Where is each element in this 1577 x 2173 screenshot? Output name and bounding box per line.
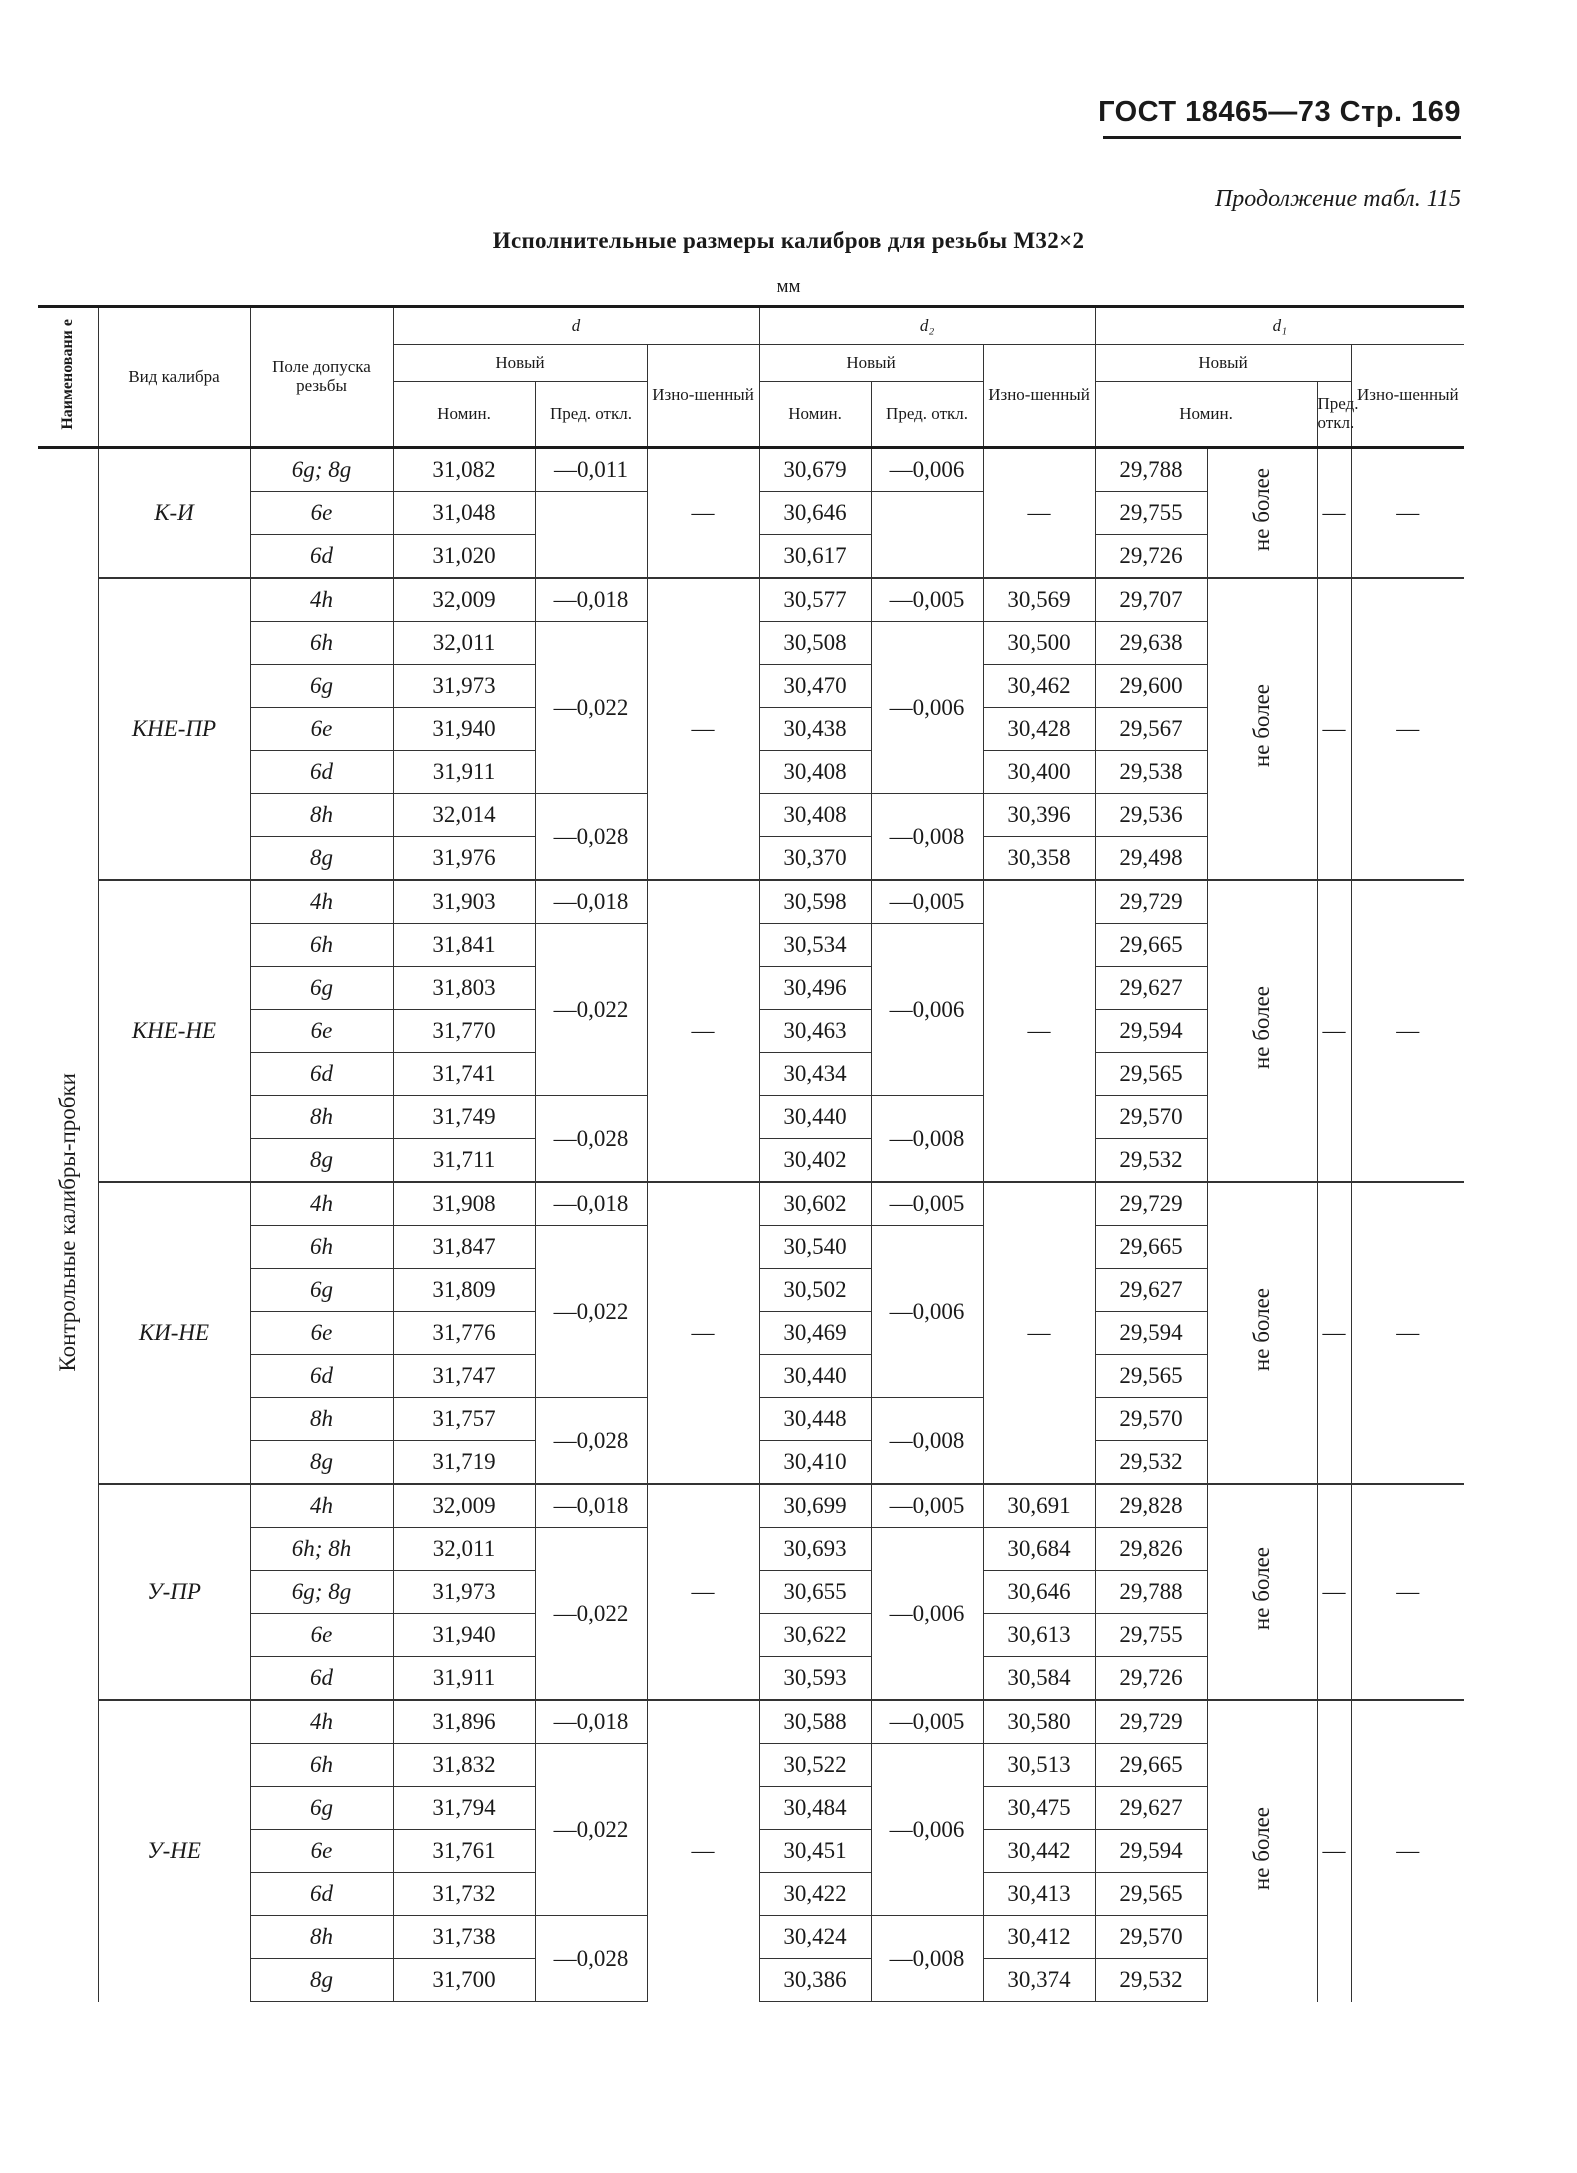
tolerance-field-cell: 4h: [250, 1484, 393, 1528]
d1-nominal-cell: 29,565: [1095, 1873, 1207, 1916]
header-name-text: Наименовани е: [58, 319, 76, 430]
table-row: [38, 1182, 1464, 1226]
d2-nominal-cell: 30,434: [759, 1053, 871, 1096]
table-row: [38, 448, 1464, 492]
d2-nominal-cell: 30,496: [759, 967, 871, 1010]
d2-worn-cell: 30,646: [983, 1571, 1095, 1614]
d-nominal-cell: 31,732: [393, 1873, 535, 1916]
d1-nominal-cell: 29,788: [1095, 1571, 1207, 1614]
tolerance-field-cell: 6h: [250, 1744, 393, 1787]
header-tolerance: Поле допуска резьбы: [250, 307, 393, 448]
d-deviation-cell: —0,022: [535, 1226, 647, 1398]
d-nominal-cell: 31,757: [393, 1398, 535, 1441]
d-deviation-cell: —0,018: [535, 1700, 647, 1744]
d2-nominal-cell: 30,370: [759, 837, 871, 881]
tolerance-field-cell: 6d: [250, 1355, 393, 1398]
d1-nominal-cell: 29,638: [1095, 622, 1207, 665]
d1-deviation-cell: —: [1317, 880, 1351, 1182]
d1-nominal-cell: 29,567: [1095, 708, 1207, 751]
d-deviation-cell: [535, 492, 647, 579]
d2-deviation-cell: —0,005: [871, 1182, 983, 1226]
d2-deviation-cell: —0,006: [871, 1744, 983, 1916]
d-nominal-cell: 31,903: [393, 880, 535, 924]
d-worn-cell: —: [647, 448, 759, 579]
gauge-type-cell: КНЕ-ПР: [98, 578, 250, 880]
d2-nominal-cell: 30,577: [759, 578, 871, 622]
table-body: [38, 448, 1464, 2002]
header-rule: [1103, 136, 1461, 139]
d-nominal-cell: 32,009: [393, 1484, 535, 1528]
d2-worn-cell: 30,358: [983, 837, 1095, 881]
d-worn-cell: —: [647, 578, 759, 880]
d2-nominal-cell: 30,402: [759, 1139, 871, 1183]
d2-worn-cell: 30,442: [983, 1830, 1095, 1873]
d1-nominal-cell: 29,627: [1095, 967, 1207, 1010]
d2-nominal-cell: 30,408: [759, 751, 871, 794]
not-more-text: не более: [1249, 1288, 1275, 1372]
d2-worn-cell: 30,580: [983, 1700, 1095, 1744]
d2-nominal-cell: 30,522: [759, 1744, 871, 1787]
d2-nominal-cell: 30,699: [759, 1484, 871, 1528]
d2-nominal-cell: 30,598: [759, 880, 871, 924]
d2-worn-cell: 30,513: [983, 1744, 1095, 1787]
d2-nominal-cell: 30,463: [759, 1010, 871, 1053]
tolerance-field-cell: 8h: [250, 1916, 393, 1959]
d-deviation-cell: —0,018: [535, 880, 647, 924]
d2-worn-cell: 30,374: [983, 1959, 1095, 2002]
d1-nominal-cell: 29,600: [1095, 665, 1207, 708]
d2-deviation-cell: —0,006: [871, 924, 983, 1096]
tolerance-field-cell: 6g; 8g: [250, 1571, 393, 1614]
d1-nominal-cell: 29,532: [1095, 1441, 1207, 1485]
d-nominal-cell: 31,761: [393, 1830, 535, 1873]
header-d-deviation: Пред. откл.: [535, 382, 647, 448]
d2-worn-cell: —: [983, 448, 1095, 579]
tolerance-field-cell: 6d: [250, 1053, 393, 1096]
d1-nominal-cell: 29,570: [1095, 1398, 1207, 1441]
d-deviation-cell: —0,028: [535, 794, 647, 881]
tolerance-field-cell: 8g: [250, 1959, 393, 2002]
not-more-text: не более: [1249, 1547, 1275, 1631]
header-d2-nominal: Номин.: [759, 382, 871, 448]
header-d1-worn: Изно-шенный: [1351, 345, 1464, 448]
d-nominal-cell: 31,770: [393, 1010, 535, 1053]
d2-nominal-cell: 30,448: [759, 1398, 871, 1441]
gauge-type-cell: У-ПР: [98, 1484, 250, 1700]
d1-worn-cell: —: [1351, 1484, 1464, 1700]
d2-worn-cell: 30,613: [983, 1614, 1095, 1657]
d-nominal-cell: 31,896: [393, 1700, 535, 1744]
header-gauge-type: Вид калибра: [98, 307, 250, 448]
d2-nominal-cell: 30,508: [759, 622, 871, 665]
d1-nominal-cell: 29,594: [1095, 1312, 1207, 1355]
tolerance-field-cell: 6e: [250, 1614, 393, 1657]
d-nominal-cell: 31,908: [393, 1182, 535, 1226]
tolerance-field-cell: 6e: [250, 708, 393, 751]
d-deviation-cell: —0,011: [535, 448, 647, 492]
d2-worn-cell: 30,413: [983, 1873, 1095, 1916]
d-nominal-cell: 31,976: [393, 837, 535, 881]
tolerance-field-cell: 6e: [250, 492, 393, 535]
d-nominal-cell: 31,738: [393, 1916, 535, 1959]
d1-nominal-cell: 29,729: [1095, 1182, 1207, 1226]
d-nominal-cell: 31,794: [393, 1787, 535, 1830]
not-more-cell: [1207, 578, 1317, 880]
d1-nominal-cell: 29,627: [1095, 1787, 1207, 1830]
d-nominal-cell: 31,911: [393, 751, 535, 794]
d-deviation-cell: —0,028: [535, 1096, 647, 1183]
d-nominal-cell: 31,911: [393, 1657, 535, 1701]
not-more-cell: [1207, 880, 1317, 1182]
d-deviation-cell: —0,018: [535, 1484, 647, 1528]
d1-nominal-cell: 29,707: [1095, 578, 1207, 622]
tolerance-field-cell: 6d: [250, 751, 393, 794]
d2-worn-cell: 30,428: [983, 708, 1095, 751]
header-name: [38, 307, 98, 448]
d2-deviation-cell: —0,006: [871, 622, 983, 794]
header-d1-nominal: Номин.: [1095, 382, 1317, 448]
d2-nominal-cell: 30,588: [759, 1700, 871, 1744]
d2-worn-cell: 30,691: [983, 1484, 1095, 1528]
d-nominal-cell: 32,011: [393, 622, 535, 665]
d-worn-cell: —: [647, 1182, 759, 1484]
d-nominal-cell: 31,940: [393, 1614, 535, 1657]
d2-nominal-cell: 30,679: [759, 448, 871, 492]
d1-nominal-cell: 29,755: [1095, 492, 1207, 535]
d2-worn-cell: 30,684: [983, 1528, 1095, 1571]
tolerance-field-cell: 6h: [250, 1226, 393, 1269]
d-nominal-cell: 32,011: [393, 1528, 535, 1571]
gauge-type-cell: КНЕ-НЕ: [98, 880, 250, 1182]
d-nominal-cell: 31,747: [393, 1355, 535, 1398]
d1-nominal-cell: 29,565: [1095, 1355, 1207, 1398]
d2-worn-cell: 30,400: [983, 751, 1095, 794]
header-d1: d₁: [1095, 307, 1464, 345]
not-more-cell: [1207, 1182, 1317, 1484]
tolerance-field-cell: 6e: [250, 1312, 393, 1355]
d2-deviation-cell: —0,006: [871, 1226, 983, 1398]
not-more-cell: [1207, 1700, 1317, 2002]
d2-worn-cell: 30,462: [983, 665, 1095, 708]
tolerance-field-cell: 6d: [250, 1873, 393, 1916]
d-nominal-cell: 31,711: [393, 1139, 535, 1183]
d2-worn-cell: 30,584: [983, 1657, 1095, 1701]
d2-worn-cell: —: [983, 880, 1095, 1182]
tolerance-field-cell: 4h: [250, 578, 393, 622]
tolerance-field-cell: 6h: [250, 924, 393, 967]
d-nominal-cell: 31,973: [393, 1571, 535, 1614]
d-deviation-cell: —0,018: [535, 578, 647, 622]
d-nominal-cell: 31,082: [393, 448, 535, 492]
d1-worn-cell: —: [1351, 1182, 1464, 1484]
side-label: [38, 448, 98, 2002]
d-nominal-cell: 31,832: [393, 1744, 535, 1787]
not-more-cell: [1207, 448, 1317, 579]
d2-deviation-cell: —0,005: [871, 578, 983, 622]
d1-nominal-cell: 29,665: [1095, 1744, 1207, 1787]
d2-nominal-cell: 30,440: [759, 1355, 871, 1398]
d1-nominal-cell: 29,627: [1095, 1269, 1207, 1312]
d-nominal-cell: 31,776: [393, 1312, 535, 1355]
d1-worn-cell: —: [1351, 1700, 1464, 2002]
d1-nominal-cell: 29,570: [1095, 1096, 1207, 1139]
d2-nominal-cell: 30,408: [759, 794, 871, 837]
d-nominal-cell: 31,841: [393, 924, 535, 967]
tolerance-field-cell: 6e: [250, 1830, 393, 1873]
d2-worn-cell: 30,500: [983, 622, 1095, 665]
d-nominal-cell: 31,940: [393, 708, 535, 751]
d2-nominal-cell: 30,451: [759, 1830, 871, 1873]
d2-nominal-cell: 30,602: [759, 1182, 871, 1226]
d2-deviation-cell: —0,005: [871, 1484, 983, 1528]
tolerance-field-cell: 6g: [250, 665, 393, 708]
d-nominal-cell: 32,009: [393, 578, 535, 622]
d1-nominal-cell: 29,729: [1095, 1700, 1207, 1744]
d1-deviation-cell: —: [1317, 1182, 1351, 1484]
d2-nominal-cell: 30,422: [759, 1873, 871, 1916]
tolerance-field-cell: 8h: [250, 1096, 393, 1139]
d2-deviation-cell: —0,005: [871, 1700, 983, 1744]
table-row: [38, 578, 1464, 622]
d2-nominal-cell: 30,502: [759, 1269, 871, 1312]
tolerance-field-cell: 6g: [250, 1787, 393, 1830]
d1-nominal-cell: 29,536: [1095, 794, 1207, 837]
d2-nominal-cell: 30,484: [759, 1787, 871, 1830]
d1-deviation-cell: —: [1317, 1700, 1351, 2002]
d1-worn-cell: —: [1351, 448, 1464, 579]
not-more-text: не более: [1249, 986, 1275, 1070]
d1-deviation-cell: —: [1317, 578, 1351, 880]
d2-nominal-cell: 30,424: [759, 1916, 871, 1959]
tolerance-field-cell: 4h: [250, 1700, 393, 1744]
d2-deviation-cell: —0,008: [871, 1398, 983, 1485]
d1-worn-cell: —: [1351, 880, 1464, 1182]
d-nominal-cell: 31,809: [393, 1269, 535, 1312]
header-d-worn: Изно-шенный: [647, 345, 759, 448]
d2-nominal-cell: 30,540: [759, 1226, 871, 1269]
header-d: d: [393, 307, 759, 345]
tolerance-field-cell: 8h: [250, 1398, 393, 1441]
d2-worn-cell: 30,396: [983, 794, 1095, 837]
header-d2: d₂: [759, 307, 1095, 345]
gauge-type-cell: КИ-НЕ: [98, 1182, 250, 1484]
d1-deviation-cell: —: [1317, 448, 1351, 579]
d1-nominal-cell: 29,498: [1095, 837, 1207, 881]
d2-deviation-cell: —0,008: [871, 794, 983, 881]
d1-nominal-cell: 29,726: [1095, 535, 1207, 579]
d-deviation-cell: —0,022: [535, 622, 647, 794]
d2-worn-cell: 30,569: [983, 578, 1095, 622]
d-deviation-cell: —0,022: [535, 924, 647, 1096]
tolerance-field-cell: 8g: [250, 837, 393, 881]
tolerance-field-cell: 6h: [250, 622, 393, 665]
d2-nominal-cell: 30,693: [759, 1528, 871, 1571]
tolerance-field-cell: 8g: [250, 1139, 393, 1183]
not-more-text: не более: [1249, 1806, 1275, 1890]
not-more-text: не более: [1249, 468, 1275, 552]
table-row: [38, 880, 1464, 924]
tolerance-field-cell: 6d: [250, 535, 393, 579]
d-nominal-cell: 32,014: [393, 794, 535, 837]
d1-deviation-cell: —: [1317, 1484, 1351, 1700]
tolerance-field-cell: 6e: [250, 1010, 393, 1053]
d1-nominal-cell: 29,532: [1095, 1139, 1207, 1183]
header-d2-new: Новый: [759, 345, 983, 382]
d-deviation-cell: —0,028: [535, 1916, 647, 2002]
d2-nominal-cell: 30,469: [759, 1312, 871, 1355]
tolerance-field-cell: 8h: [250, 794, 393, 837]
header-d1-new: Новый: [1095, 345, 1351, 382]
d2-worn-cell: 30,475: [983, 1787, 1095, 1830]
d1-nominal-cell: 29,729: [1095, 880, 1207, 924]
d2-nominal-cell: 30,593: [759, 1657, 871, 1701]
d2-nominal-cell: 30,655: [759, 1571, 871, 1614]
header-d2-deviation: Пред. откл.: [871, 382, 983, 448]
d-worn-cell: —: [647, 1484, 759, 1700]
not-more-cell: [1207, 1484, 1317, 1700]
d1-nominal-cell: 29,828: [1095, 1484, 1207, 1528]
d-nominal-cell: 31,700: [393, 1959, 535, 2002]
d2-nominal-cell: 30,440: [759, 1096, 871, 1139]
d1-worn-cell: —: [1351, 578, 1464, 880]
tolerance-field-cell: 8g: [250, 1441, 393, 1485]
gauge-type-cell: У-НЕ: [98, 1700, 250, 2002]
d1-nominal-cell: 29,594: [1095, 1830, 1207, 1873]
d-nominal-cell: 31,719: [393, 1441, 535, 1485]
d1-nominal-cell: 29,788: [1095, 448, 1207, 492]
d2-deviation-cell: —0,006: [871, 448, 983, 492]
header-d1-deviation: Пред. откл.: [1317, 382, 1351, 448]
d2-nominal-cell: 30,386: [759, 1959, 871, 2002]
header-d-new: Новый: [393, 345, 647, 382]
tolerance-field-cell: 6g: [250, 967, 393, 1010]
tolerance-field-cell: 6d: [250, 1657, 393, 1701]
header-d-nominal: Номин.: [393, 382, 535, 448]
d2-deviation-cell: —0,006: [871, 1528, 983, 1701]
d1-nominal-cell: 29,826: [1095, 1528, 1207, 1571]
tolerance-field-cell: 4h: [250, 880, 393, 924]
d2-deviation-cell: —0,008: [871, 1096, 983, 1183]
d-nominal-cell: 31,741: [393, 1053, 535, 1096]
gauge-dimensions-table: [38, 305, 1464, 2002]
d1-nominal-cell: 29,532: [1095, 1959, 1207, 2002]
d2-worn-cell: 30,412: [983, 1916, 1095, 1959]
header-d2-worn: Изно-шенный: [983, 345, 1095, 448]
d-nominal-cell: 31,973: [393, 665, 535, 708]
d1-nominal-cell: 29,570: [1095, 1916, 1207, 1959]
d2-nominal-cell: 30,622: [759, 1614, 871, 1657]
d2-nominal-cell: 30,646: [759, 492, 871, 535]
d1-nominal-cell: 29,594: [1095, 1010, 1207, 1053]
d2-nominal-cell: 30,438: [759, 708, 871, 751]
continuation-note: Продолжение табл. 115: [1214, 186, 1461, 212]
d2-deviation-cell: —0,008: [871, 1916, 983, 2002]
d2-nominal-cell: 30,410: [759, 1441, 871, 1485]
table-title: Исполнительные размеры калибров для резьбы М32×2: [492, 228, 1085, 253]
d2-deviation-cell: [871, 492, 983, 579]
d1-nominal-cell: 29,665: [1095, 1226, 1207, 1269]
d2-nominal-cell: 30,617: [759, 535, 871, 579]
d-nominal-cell: 31,749: [393, 1096, 535, 1139]
d-deviation-cell: —0,028: [535, 1398, 647, 1485]
units-label: мм: [776, 276, 801, 297]
d-worn-cell: —: [647, 880, 759, 1182]
side-label-text: Контрольные калибры-пробки: [54, 1072, 80, 1372]
d2-deviation-cell: —0,005: [871, 880, 983, 924]
d2-nominal-cell: 30,534: [759, 924, 871, 967]
d-deviation-cell: —0,022: [535, 1528, 647, 1701]
d-nominal-cell: 31,020: [393, 535, 535, 579]
d-nominal-cell: 31,847: [393, 1226, 535, 1269]
d1-nominal-cell: 29,726: [1095, 1657, 1207, 1701]
table-row: [38, 1484, 1464, 1528]
d2-worn-cell: —: [983, 1182, 1095, 1484]
not-more-text: не более: [1249, 684, 1275, 768]
d2-nominal-cell: 30,470: [759, 665, 871, 708]
d1-nominal-cell: 29,565: [1095, 1053, 1207, 1096]
tolerance-field-cell: 6g: [250, 1269, 393, 1312]
d-nominal-cell: 31,048: [393, 492, 535, 535]
page-header: ГОСТ 18465—73 Стр. 169: [1098, 96, 1461, 128]
d-deviation-cell: —0,022: [535, 1744, 647, 1916]
table-row: [38, 1700, 1464, 1744]
tolerance-field-cell: 6g; 8g: [250, 448, 393, 492]
d-deviation-cell: —0,018: [535, 1182, 647, 1226]
tolerance-field-cell: 6h; 8h: [250, 1528, 393, 1571]
d1-nominal-cell: 29,755: [1095, 1614, 1207, 1657]
d-nominal-cell: 31,803: [393, 967, 535, 1010]
d-worn-cell: —: [647, 1700, 759, 2002]
d1-nominal-cell: 29,538: [1095, 751, 1207, 794]
tolerance-field-cell: 4h: [250, 1182, 393, 1226]
gauge-type-cell: К-И: [98, 448, 250, 579]
d1-nominal-cell: 29,665: [1095, 924, 1207, 967]
